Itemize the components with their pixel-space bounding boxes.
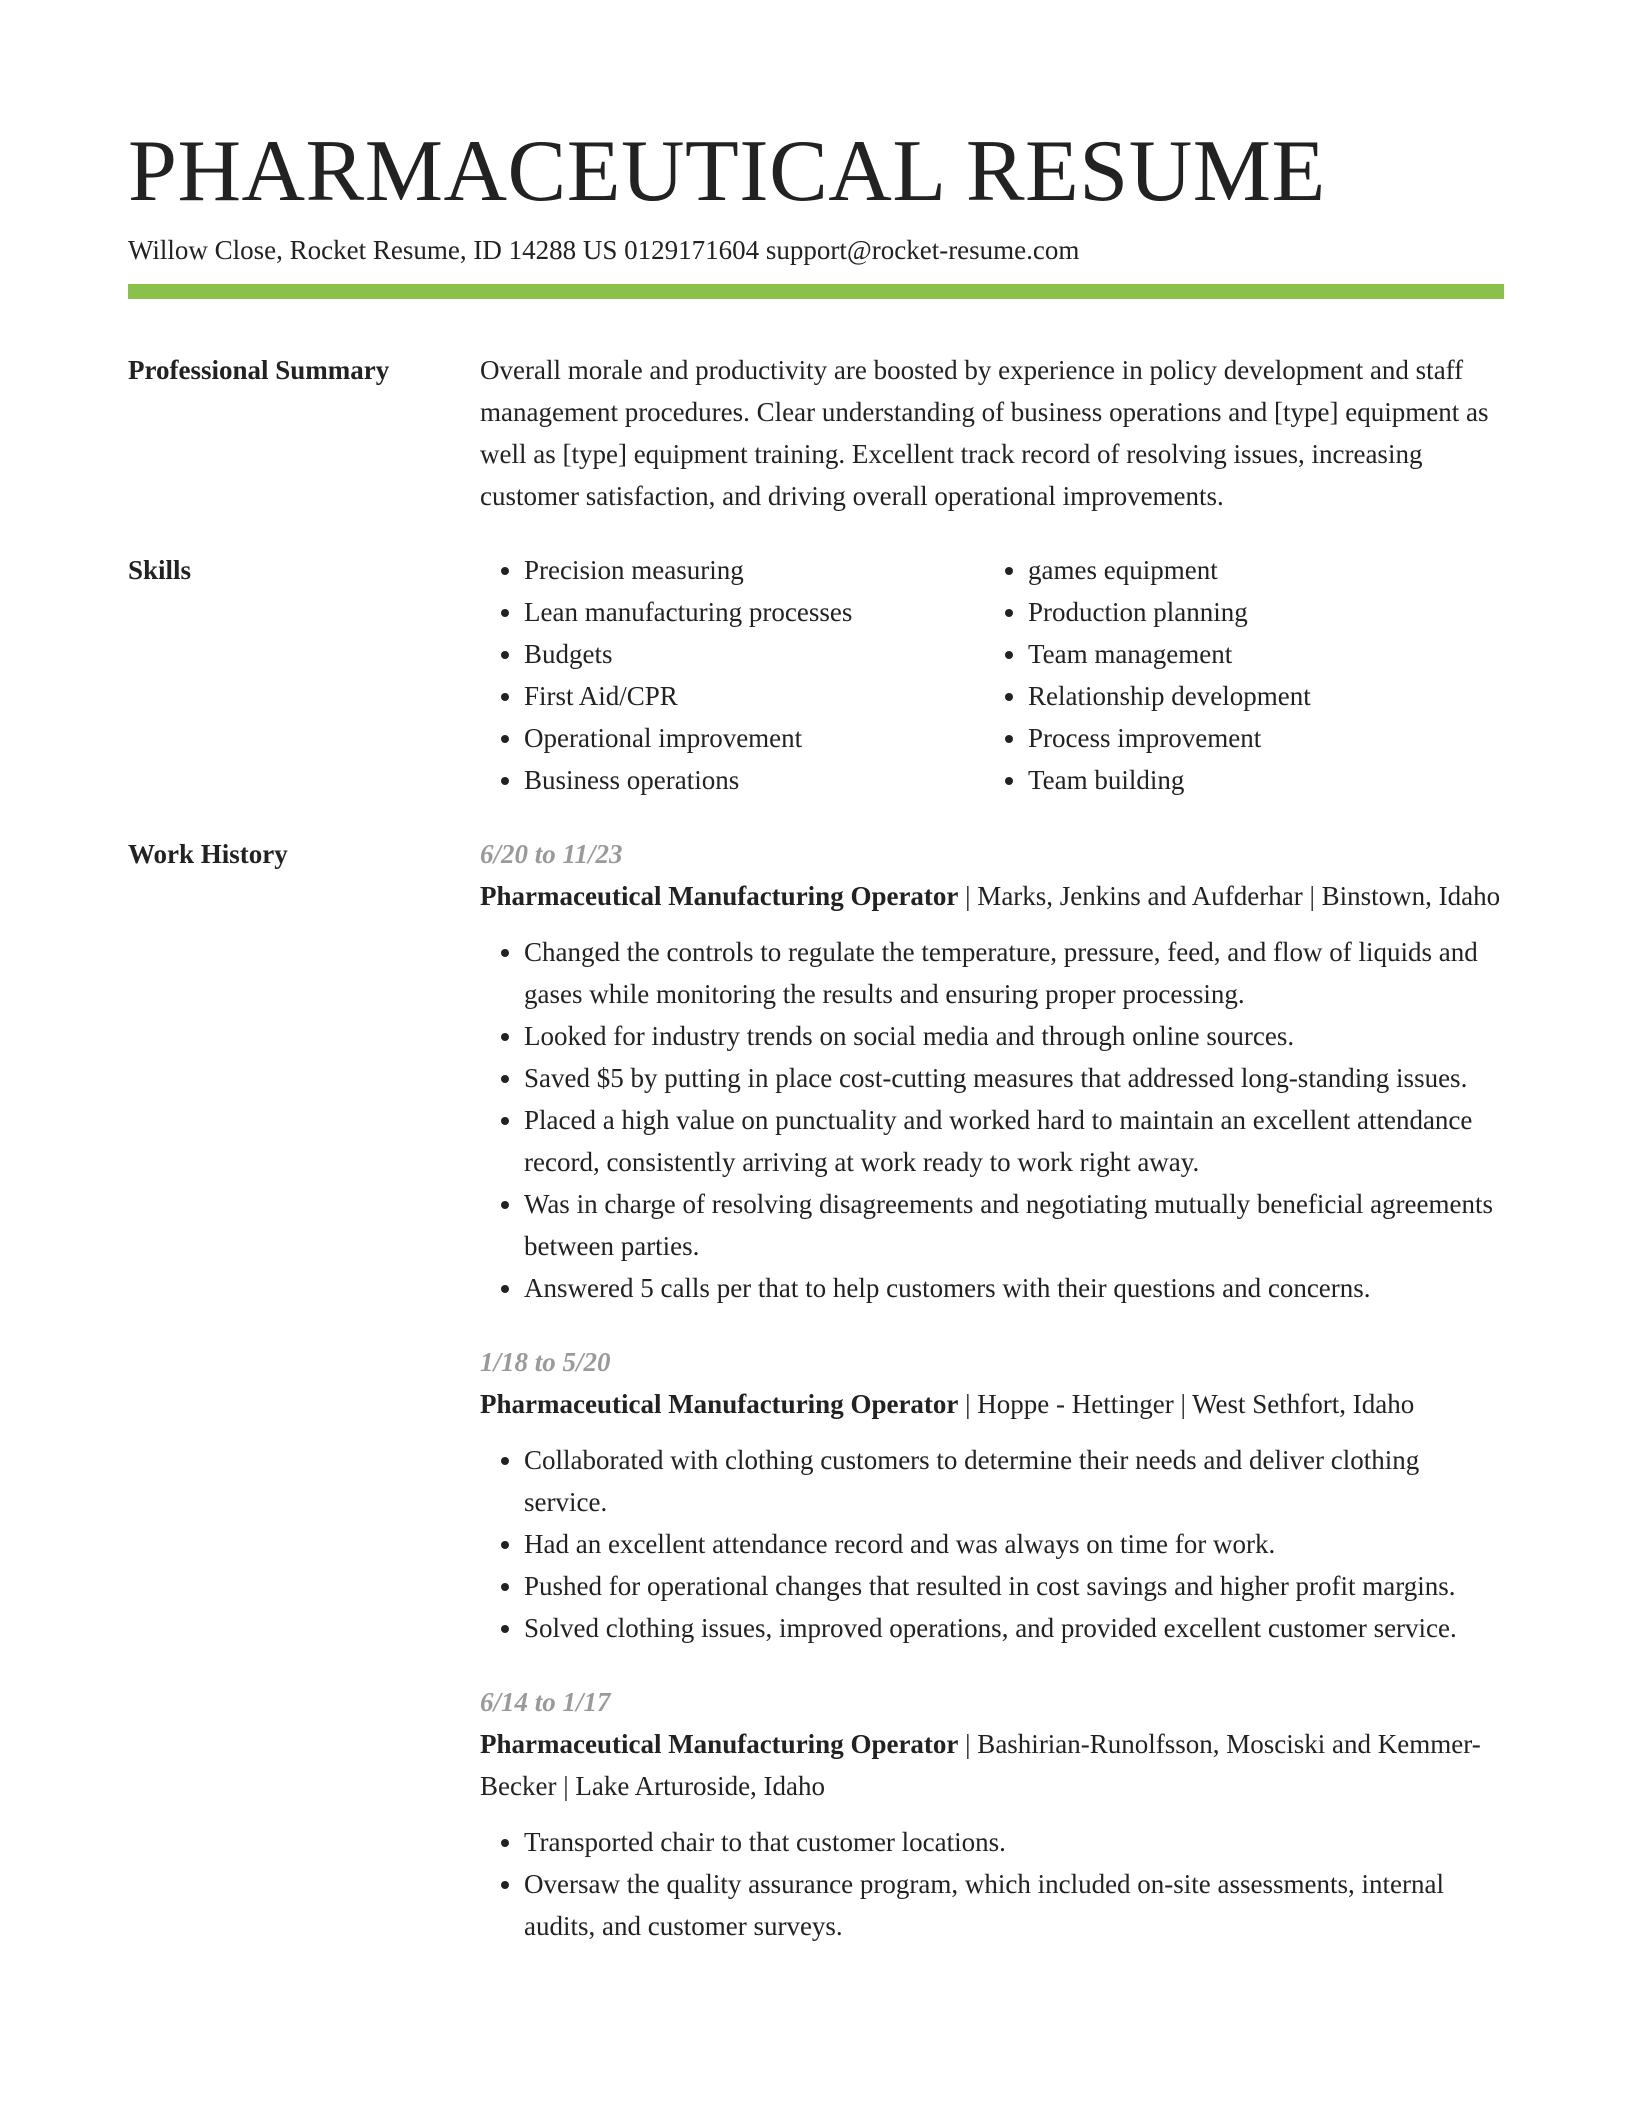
skills-list-left [480, 549, 984, 801]
summary-text: Overall morale and productivity are boosted by experience in policy development and staff management procedures. Clear understanding of business operations and [type] equipment as well as [type] equipment training. Excellent track record of resolving issues, increasing customer satisfaction, and driving overall operational improvements. [480, 355, 1489, 511]
job-heading [480, 1383, 1504, 1425]
job-bullet: • Was in charge of resolving disagreements and negotiating mutually beneficial agreements between parties. [524, 1183, 1504, 1267]
skill-item: • Process improvement [1028, 717, 1311, 759]
job-bullet: • Solved clothing issues, improved operations, and provided excellent customer service. [524, 1607, 1504, 1649]
job-bullet: • Answered 5 calls per that to help customers with their questions and concerns. [524, 1267, 1504, 1309]
skill-item: • Budgets [524, 633, 984, 675]
job-heading [480, 1723, 1504, 1807]
job-bullet: • Collaborated with clothing customers to determine their needs and deliver clothing service. [524, 1439, 1504, 1523]
job-title: Pharmaceutical Manufacturing Operator [480, 1389, 959, 1419]
resume-page [128, 0, 1504, 1979]
job-bullet: • Looked for industry trends on social media and through online sources. [524, 1015, 1504, 1057]
skill-item: • Lean manufacturing processes [524, 591, 984, 633]
job-bullet: • Pushed for operational changes that resulted in cost savings and higher profit margins. [524, 1565, 1504, 1607]
job-entry [480, 1341, 1504, 1649]
skill-item: • Team building [1028, 759, 1311, 801]
skill-item: • Production planning [1028, 591, 1311, 633]
skills-list-right [984, 549, 1311, 801]
job-employer-location: | Bashirian-Runolfsson, Mosciski and Kemmer-Becker | Lake Arturoside, Idaho [480, 1729, 1481, 1801]
job-bullet: • Had an excellent attendance record and was always on time for work. [524, 1523, 1504, 1565]
skills-columns [480, 549, 1504, 801]
skills-section [128, 549, 1504, 801]
contact-line: Willow Close, Rocket Resume, ID 14288 US 0129171604 support@rocket-resume.com [128, 235, 1080, 265]
job-dates: 6/20 to 11/23 [480, 839, 623, 869]
resume-title: PHARMACEUTICAL RESUME [128, 123, 1326, 220]
job-bullet: • Oversaw the quality assurance program, which included on-site assessments, internal audits, and customer surveys. [524, 1863, 1504, 1947]
job-title: Pharmaceutical Manufacturing Operator [480, 881, 959, 911]
job-employer-location: | Hoppe - Hettinger | West Sethfort, Idaho [958, 1389, 1415, 1419]
work-history-body [480, 833, 1504, 1979]
job-dates: 1/18 to 5/20 [480, 1347, 611, 1377]
skill-item: • games equipment [1028, 549, 1311, 591]
work-history-label: Work History [128, 839, 288, 869]
skill-item: • Relationship development [1028, 675, 1311, 717]
job-heading [480, 875, 1504, 917]
job-bullet: • Changed the controls to regulate the temperature, pressure, feed, and flow of liquids and gases while monitoring the results and ensuring proper processing. [524, 931, 1504, 1015]
job-bullet: • Saved $5 by putting in place cost-cutting measures that addressed long-standing issues. [524, 1057, 1504, 1099]
job-employer-location: | Marks, Jenkins and Aufderhar | Binstown, Idaho [958, 881, 1501, 911]
summary-label: Professional Summary [128, 355, 390, 385]
skill-item: • Precision measuring [524, 549, 984, 591]
job-bullet: • Transported chair to that customer locations. [524, 1821, 1504, 1863]
summary-section [128, 349, 1504, 517]
skill-item: • Operational improvement [524, 717, 984, 759]
skill-item: • Business operations [524, 759, 984, 801]
job-bullet: • Placed a high value on punctuality and worked hard to maintain an excellent attendance record, consistently arriving at work ready to work right away. [524, 1099, 1504, 1183]
job-dates: 6/14 to 1/17 [480, 1687, 611, 1717]
job-entry [480, 833, 1504, 1309]
skill-item: • Team management [1028, 633, 1311, 675]
skill-item: • First Aid/CPR [524, 675, 984, 717]
job-entry [480, 1681, 1504, 1947]
job-title: Pharmaceutical Manufacturing Operator [480, 1729, 959, 1759]
skills-label: Skills [128, 555, 192, 585]
job-bullets [480, 1439, 1504, 1649]
job-bullets [480, 931, 1504, 1309]
work-history-section [128, 833, 1504, 1979]
accent-divider [128, 284, 1504, 299]
job-bullets [480, 1821, 1504, 1947]
